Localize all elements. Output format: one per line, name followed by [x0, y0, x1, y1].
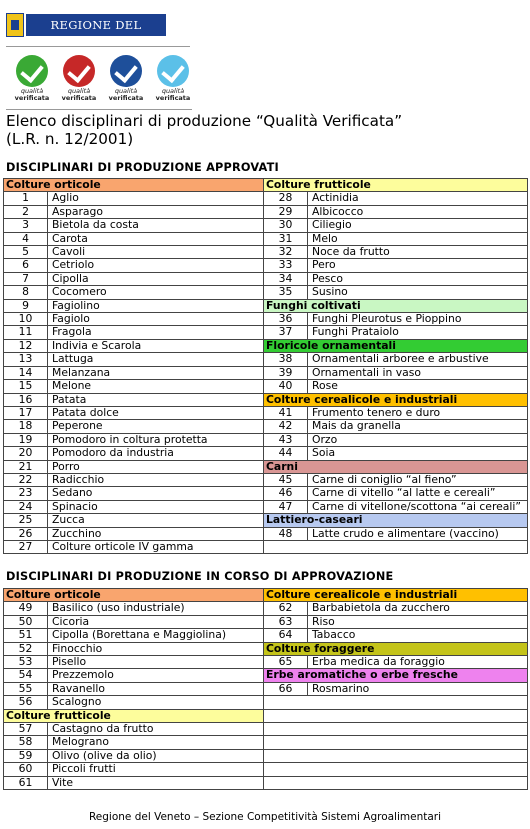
- item-name: Sedano: [48, 487, 264, 500]
- logos-divider: [6, 109, 192, 110]
- item-number: 28: [264, 192, 308, 205]
- item-name: Patata dolce: [48, 406, 264, 419]
- item-name: Funghi Prataiolo: [308, 326, 528, 339]
- item-number: 57: [4, 723, 48, 736]
- item-number: 47: [264, 500, 308, 513]
- item-name: Pero: [308, 259, 528, 272]
- page-title: [6, 112, 526, 148]
- logo-label-line-2: verificata: [61, 94, 97, 102]
- item-name: Melone: [48, 380, 264, 393]
- table-row: [4, 473, 528, 486]
- item-name: Actinidia: [308, 192, 528, 205]
- title-line-2: (L.R. n. 12/2001): [6, 130, 134, 148]
- item-name: Fagiolo: [48, 313, 264, 326]
- item-name: Riso: [308, 615, 528, 628]
- item-name: Latte crudo e alimentare (vaccino): [308, 527, 528, 540]
- item-name: Ravanello: [48, 682, 264, 695]
- approved-heading: DISCIPLINARI DI PRODUZIONE APPROVATI: [6, 161, 279, 174]
- qualita-verificata-logo-icon: [104, 55, 148, 103]
- item-name: Melo: [308, 232, 528, 245]
- table-row: [4, 696, 528, 709]
- table-row: [4, 313, 528, 326]
- item-name: Erba medica da foraggio: [308, 656, 528, 669]
- table-row: [4, 192, 528, 205]
- item-name: Zucchino: [48, 527, 264, 540]
- item-name: Indivia e Scarola: [48, 339, 264, 352]
- item-name: Carota: [48, 232, 264, 245]
- item-name: Piccoli frutti: [48, 763, 264, 776]
- item-number: 42: [264, 420, 308, 433]
- item-name: Prezzemolo: [48, 669, 264, 682]
- item-number: 43: [264, 433, 308, 446]
- item-number: 48: [264, 527, 308, 540]
- category-header: Colture frutticole: [4, 709, 264, 722]
- item-number: 8: [4, 286, 48, 299]
- item-number: 31: [264, 232, 308, 245]
- item-name: Cicoria: [48, 615, 264, 628]
- item-name: Porro: [48, 460, 264, 473]
- item-number: 56: [4, 696, 48, 709]
- item-number: 14: [4, 366, 48, 379]
- item-number: 5: [4, 246, 48, 259]
- category-header: Colture cerealicole e industriali: [264, 393, 528, 406]
- item-name: Fragola: [48, 326, 264, 339]
- item-name: Spinacio: [48, 500, 264, 513]
- item-number: 16: [4, 393, 48, 406]
- table-row: [4, 589, 528, 602]
- item-number: 45: [264, 473, 308, 486]
- title-line-1: Elenco disciplinari di produzione “Qualità Verificata”: [6, 112, 403, 130]
- item-number: 65: [264, 656, 308, 669]
- check-circle-icon: [110, 55, 142, 87]
- item-name: Lattuga: [48, 353, 264, 366]
- item-name: Soia: [308, 447, 528, 460]
- item-name: Fagiolino: [48, 299, 264, 312]
- table-row: [4, 366, 528, 379]
- check-circle-icon: [63, 55, 95, 87]
- table-row: [4, 723, 528, 736]
- item-name: Pisello: [48, 656, 264, 669]
- item-name: Albicocco: [308, 205, 528, 218]
- item-number: 34: [264, 272, 308, 285]
- item-number: 23: [4, 487, 48, 500]
- item-number: 32: [264, 246, 308, 259]
- item-number: 29: [264, 205, 308, 218]
- table-row: [4, 339, 528, 352]
- item-number: 21: [4, 460, 48, 473]
- item-number: 46: [264, 487, 308, 500]
- item-name: Tabacco: [308, 629, 528, 642]
- item-number: 7: [4, 272, 48, 285]
- item-number: 25: [4, 514, 48, 527]
- item-name: Carne di vitellone/scottona “ai cereali”: [308, 500, 528, 513]
- table-row: [4, 500, 528, 513]
- table-row: [4, 286, 528, 299]
- check-circle-icon: [16, 55, 48, 87]
- item-name: Bietola da costa: [48, 219, 264, 232]
- item-number: 24: [4, 500, 48, 513]
- item-name: Cipolla: [48, 272, 264, 285]
- table-row: [4, 272, 528, 285]
- item-number: 26: [4, 527, 48, 540]
- item-number: 22: [4, 473, 48, 486]
- item-name: Cipolla (Borettana e Maggiolina): [48, 629, 264, 642]
- item-number: 17: [4, 406, 48, 419]
- item-number: 63: [264, 615, 308, 628]
- in-progress-table: [3, 588, 528, 790]
- table-row: [4, 219, 528, 232]
- empty-cell: [264, 723, 528, 736]
- table-row: [4, 420, 528, 433]
- regione-veneto-logo: [6, 13, 166, 54]
- item-number: 59: [4, 749, 48, 762]
- item-number: 9: [4, 299, 48, 312]
- category-header: Funghi coltivati: [264, 299, 528, 312]
- item-number: 40: [264, 380, 308, 393]
- item-number: 15: [4, 380, 48, 393]
- table-row: [4, 682, 528, 695]
- empty-cell: [264, 749, 528, 762]
- item-number: 44: [264, 447, 308, 460]
- logo-label: [151, 88, 195, 102]
- item-name: Radicchio: [48, 473, 264, 486]
- item-number: 10: [4, 313, 48, 326]
- item-name: Cavoli: [48, 246, 264, 259]
- item-name: Basilico (uso industriale): [48, 602, 264, 615]
- empty-cell: [264, 736, 528, 749]
- table-row: [4, 179, 528, 192]
- item-number: 62: [264, 602, 308, 615]
- qualita-verificata-logo-icon: [151, 55, 195, 103]
- item-number: 27: [4, 540, 48, 553]
- category-header: Floricole ornamentali: [264, 339, 528, 352]
- table-row: [4, 615, 528, 628]
- table-row: [4, 602, 528, 615]
- table-row: [4, 380, 528, 393]
- item-number: 41: [264, 406, 308, 419]
- logo-label-line-1: qualità: [67, 87, 91, 95]
- logo-label-line-2: verificata: [14, 94, 50, 102]
- empty-cell: [264, 763, 528, 776]
- item-name: Ornamentali arboree e arbustive: [308, 353, 528, 366]
- table-row: [4, 656, 528, 669]
- category-header: Carni: [264, 460, 528, 473]
- item-number: 11: [4, 326, 48, 339]
- item-number: 60: [4, 763, 48, 776]
- table-row: [4, 205, 528, 218]
- table-row: [4, 460, 528, 473]
- table-row: [4, 669, 528, 682]
- item-name: Cocomero: [48, 286, 264, 299]
- table-row: [4, 642, 528, 655]
- item-name: Asparago: [48, 205, 264, 218]
- empty-cell: [264, 540, 528, 553]
- item-name: Patata: [48, 393, 264, 406]
- item-number: 50: [4, 615, 48, 628]
- regione-logo-banner: REGIONE DEL VENETO: [26, 14, 166, 36]
- item-number: 13: [4, 353, 48, 366]
- logo-label-line-1: qualità: [20, 87, 44, 95]
- table-row: [4, 433, 528, 446]
- category-header: Colture foraggere: [264, 642, 528, 655]
- item-name: Pomodoro da industria: [48, 447, 264, 460]
- item-name: Vite: [48, 776, 264, 789]
- item-name: Zucca: [48, 514, 264, 527]
- table-row: [4, 776, 528, 789]
- table-row: [4, 406, 528, 419]
- item-name: Scalogno: [48, 696, 264, 709]
- category-header: Erbe aromatiche o erbe fresche: [264, 669, 528, 682]
- table-row: [4, 393, 528, 406]
- item-name: Cetriolo: [48, 259, 264, 272]
- logo-label: [104, 88, 148, 102]
- item-name: Peperone: [48, 420, 264, 433]
- category-header: Colture cerealicole e industriali: [264, 589, 528, 602]
- check-circle-icon: [157, 55, 189, 87]
- item-name: Pesco: [308, 272, 528, 285]
- item-name: Olivo (olive da olio): [48, 749, 264, 762]
- empty-cell: [264, 776, 528, 789]
- item-name: Ciliegio: [308, 219, 528, 232]
- item-name: Frumento tenero e duro: [308, 406, 528, 419]
- item-number: 2: [4, 205, 48, 218]
- table-row: [4, 259, 528, 272]
- item-number: 35: [264, 286, 308, 299]
- item-name: Rosmarino: [308, 682, 528, 695]
- regione-crest-icon: [6, 13, 24, 37]
- table-row: [4, 527, 528, 540]
- item-name: Castagno da frutto: [48, 723, 264, 736]
- table-row: [4, 514, 528, 527]
- item-name: Aglio: [48, 192, 264, 205]
- empty-cell: [264, 696, 528, 709]
- table-row: [4, 763, 528, 776]
- category-header: Colture frutticole: [264, 179, 528, 192]
- item-number: 58: [4, 736, 48, 749]
- item-number: 18: [4, 420, 48, 433]
- item-name: Melograno: [48, 736, 264, 749]
- item-name: Mais da granella: [308, 420, 528, 433]
- item-number: 49: [4, 602, 48, 615]
- item-name: Rose: [308, 380, 528, 393]
- item-number: 52: [4, 642, 48, 655]
- item-number: 37: [264, 326, 308, 339]
- approved-table: [3, 178, 528, 554]
- table-row: [4, 353, 528, 366]
- item-name: Pomodoro in coltura protetta: [48, 433, 264, 446]
- logo-label: [57, 88, 101, 102]
- item-number: 12: [4, 339, 48, 352]
- item-number: 33: [264, 259, 308, 272]
- qualita-verificata-logo-icon: [57, 55, 101, 103]
- item-number: 30: [264, 219, 308, 232]
- table-row: [4, 246, 528, 259]
- item-number: 36: [264, 313, 308, 326]
- item-number: 20: [4, 447, 48, 460]
- item-name: Susino: [308, 286, 528, 299]
- table-row: [4, 629, 528, 642]
- item-name: Orzo: [308, 433, 528, 446]
- table-row: [4, 487, 528, 500]
- logo-label-line-1: qualità: [161, 87, 185, 95]
- table-row: [4, 736, 528, 749]
- table-row: [4, 232, 528, 245]
- category-header: Colture orticole: [4, 179, 264, 192]
- item-name: Melanzana: [48, 366, 264, 379]
- item-number: 38: [264, 353, 308, 366]
- category-header: Lattiero-caseari: [264, 514, 528, 527]
- item-name: Colture orticole IV gamma: [48, 540, 264, 553]
- category-header: Colture orticole: [4, 589, 264, 602]
- table-row: [4, 749, 528, 762]
- item-name: Ornamentali in vaso: [308, 366, 528, 379]
- header-divider: [6, 46, 190, 47]
- table-row: [4, 447, 528, 460]
- item-name: Funghi Pleurotus e Pioppino: [308, 313, 528, 326]
- logo-label-line-1: qualità: [114, 87, 138, 95]
- qualita-verificata-logo-icon: [10, 55, 54, 103]
- item-name: Carne di vitello “al latte e cereali”: [308, 487, 528, 500]
- item-number: 55: [4, 682, 48, 695]
- logo-label-line-2: verificata: [108, 94, 144, 102]
- item-number: 51: [4, 629, 48, 642]
- table-row: [4, 540, 528, 553]
- logo-label-line-2: verificata: [155, 94, 191, 102]
- item-number: 66: [264, 682, 308, 695]
- item-name: Barbabietola da zucchero: [308, 602, 528, 615]
- item-number: 6: [4, 259, 48, 272]
- item-name: Carne di coniglio “al fieno”: [308, 473, 528, 486]
- table-row: [4, 709, 528, 722]
- qualita-verificata-logos: [10, 55, 200, 103]
- item-name: Finocchio: [48, 642, 264, 655]
- table-row: [4, 326, 528, 339]
- item-number: 39: [264, 366, 308, 379]
- table-row: [4, 299, 528, 312]
- item-number: 64: [264, 629, 308, 642]
- empty-cell: [264, 709, 528, 722]
- in-progress-heading: DISCIPLINARI DI PRODUZIONE IN CORSO DI APPROVAZIONE: [6, 570, 394, 583]
- item-name: Noce da frutto: [308, 246, 528, 259]
- item-number: 61: [4, 776, 48, 789]
- item-number: 19: [4, 433, 48, 446]
- logo-label: [10, 88, 54, 102]
- item-number: 3: [4, 219, 48, 232]
- item-number: 53: [4, 656, 48, 669]
- item-number: 1: [4, 192, 48, 205]
- item-number: 54: [4, 669, 48, 682]
- page-footer: Regione del Veneto – Sezione Competitività Sistemi Agroalimentari: [88, 811, 442, 823]
- item-number: 4: [4, 232, 48, 245]
